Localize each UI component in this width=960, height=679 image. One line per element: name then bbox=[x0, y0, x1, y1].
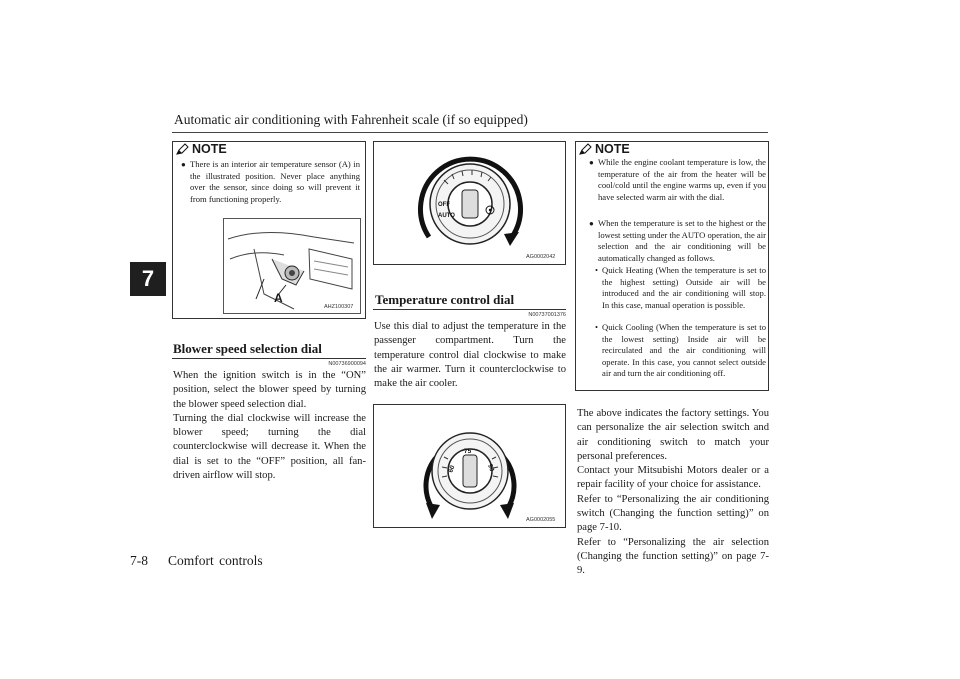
footer-section-name: Comfort controls bbox=[168, 553, 263, 568]
dial-label-60: 60 bbox=[447, 464, 457, 474]
figure-code: AHZ100307 bbox=[324, 304, 354, 310]
page-number: 7-8 bbox=[130, 553, 148, 568]
note-item: ● When the temperature is set to the highest or the lowest setting under the AUTO operation, the air selection and the air conditioning will be automatically changed as follows. bbox=[589, 218, 766, 263]
sensor-figure bbox=[223, 218, 361, 314]
pencil-icon bbox=[579, 143, 592, 155]
figure-code: AG0002042 bbox=[526, 254, 556, 260]
temperature-dial-illustration bbox=[374, 405, 565, 527]
note-sub-item: • Quick Cooling (When the temperature is set to the lowest setting) Inside air will be recirculated and the air conditioning will operate. In this case, you cannot select outside air and turn the air conditioning off. bbox=[595, 322, 766, 378]
blower-body-text bbox=[173, 369, 366, 483]
dashboard-sensor-illustration bbox=[224, 219, 360, 313]
note-box-left bbox=[172, 141, 366, 319]
dial-label-auto: AUTO bbox=[438, 213, 455, 219]
note-item: ● There is an interior air temperature sensor (A) in the illustrated position. Never place anything over the sensor, since doing so will prevent it from functioning properly. bbox=[181, 159, 360, 204]
temperature-body-text bbox=[374, 320, 566, 391]
bullet-icon: ● bbox=[589, 219, 594, 228]
dial-label-90: 90 bbox=[486, 463, 496, 473]
section-rule bbox=[172, 358, 366, 359]
note-item: ● While the engine coolant temperature is low, the temperature of the air from the heater will be cool/cold until the engine warms up, even if you have selected warm air with the dial. bbox=[589, 157, 766, 202]
note-sub-item: • Quick Heating (When the temperature is set to the highest setting) Outside air will be introduced and the air conditioning will stop. In this case, manual operation is possible. bbox=[595, 265, 766, 310]
paragraph: The above indicates the factory settings. You can personalize the air selection switch and air conditioning switch to match your personal preferences. bbox=[577, 408, 769, 462]
blower-dial-figure bbox=[373, 141, 566, 265]
dial-label-75: 75 bbox=[464, 448, 472, 455]
section-rule bbox=[373, 309, 566, 310]
paragraph: Turning the dial clockwise will increase the blower speed; turning the dial counterclockwise will decrease it. When the dial is set to the “OFF” position, all fan-driven airflow will stop. bbox=[173, 412, 366, 482]
temperature-dial-figure bbox=[373, 404, 566, 528]
paragraph: Refer to “Personalizing the air conditioning switch (Changing the function setting)” on page 7-10. bbox=[577, 493, 769, 534]
note-heading bbox=[579, 142, 630, 156]
header-rule bbox=[172, 132, 768, 133]
bullet-icon: ● bbox=[589, 158, 594, 167]
paragraph: Refer to “Personalizing the air selection (Changing the function setting)” on page 7-9. bbox=[577, 536, 769, 577]
page-footer bbox=[130, 553, 263, 569]
note-box-right bbox=[575, 141, 769, 391]
paragraph: Contact your Mitsubishi Motors dealer or a repair facility of your choice for assistance. bbox=[577, 465, 769, 491]
paragraph: When the ignition switch is in the “ON” position, select the blower speed by turning the blower speed selection dial. bbox=[173, 370, 366, 410]
sensor-callout-label: A bbox=[274, 291, 283, 305]
pencil-icon bbox=[176, 143, 189, 155]
running-header: Automatic air conditioning with Fahrenheit scale (if so equipped) bbox=[174, 112, 528, 127]
note-heading bbox=[176, 142, 227, 156]
blower-dial-illustration bbox=[374, 142, 565, 264]
bullet-icon: • bbox=[595, 322, 599, 332]
bullet-icon: ● bbox=[181, 160, 186, 169]
note-label: NOTE bbox=[595, 142, 630, 156]
paragraph: Use this dial to adjust the temperature in the passenger compartment. Turn the temperature control dial clockwise to make the air warmer. Turn it counterclockwise to make the air cooler. bbox=[374, 321, 566, 390]
right-body-text bbox=[577, 407, 769, 579]
section-title-blower: Blower speed selection dial bbox=[173, 341, 322, 356]
note-label: NOTE bbox=[192, 142, 227, 156]
chapter-tab: 7 bbox=[130, 262, 166, 296]
section-id: N00737001376 bbox=[528, 312, 566, 318]
section-id: N00736900094 bbox=[328, 361, 366, 367]
section-title-temperature: Temperature control dial bbox=[375, 292, 515, 307]
figure-code: AG0002055 bbox=[526, 517, 556, 523]
bullet-icon: • bbox=[595, 265, 599, 275]
dial-label-off: OFF bbox=[438, 202, 450, 208]
